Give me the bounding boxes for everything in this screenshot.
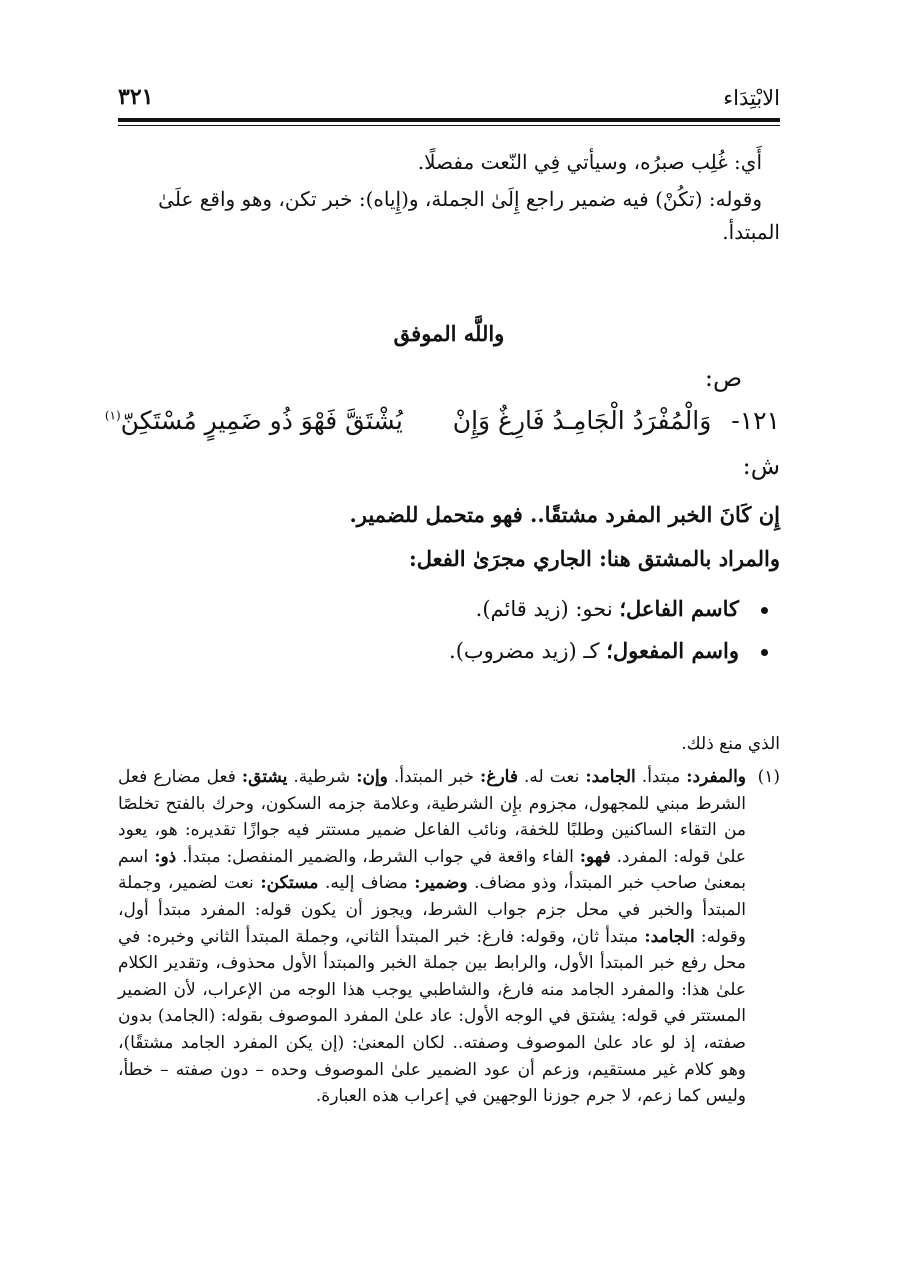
footnote-term: الجامد: (644, 926, 695, 947)
footnote-term: والمفرد: (686, 767, 746, 787)
footnote-term: ذو: (154, 846, 177, 867)
list-item-bold: واسم المفعول؛ (606, 638, 739, 663)
footnote-run: مضاف إليه. (318, 873, 415, 894)
footnote-marker: (١) (757, 767, 780, 787)
footnote-term: فهو: (579, 846, 611, 867)
list-item-bold: كاسم الفاعل؛ (619, 596, 739, 621)
footnote-term: الجامد: (585, 767, 636, 787)
intro-line-1: أَي: غُلِب صبرُه، وسيأتي فِي النّعت مفصلًا. (417, 150, 762, 174)
explanation-line-1: إِن كَانَ الخبر المفرد مشتقًا.. فهو متحمل للضمير. (349, 502, 780, 527)
footnote-term: يشتق: (241, 767, 288, 787)
verse-hemistich-2: يُشْتَقَّ فَهْوَ ذُو ضَمِيرٍ مُسْتَكِنّ (120, 406, 403, 435)
footnote-run: فعل مضارع فعل الشرط مبني للمجهول، مجزوم بإِن الشرطية، وعلامة جزمه السكون، وحرك بالفتح تخلصًا من التقاء الساكنين وطلبًا للخفة، ونائب الفاعل ضمير مستتر فيه جوازًا تقديره: هو، يعود علىٰ قوله: المفرد. (118, 767, 747, 867)
list-item (449, 588, 768, 630)
footnote-run: الفاء واقعة في جواب الشرط، والضمير المنفصل: مبتدأ. (176, 846, 580, 867)
verse-number: ١٢١- (731, 406, 780, 435)
footnote-run: اسم بمعنىٰ صاحب خبر المبتدأ، وذو مضاف. (118, 846, 746, 894)
footnote-reference: (١) (104, 408, 121, 423)
footnote-term: فارغ: (480, 767, 518, 787)
verse-hemistich-1: وَالْمُفْرَدُ الْجَامِـدُ فَارِغٌ وَإِنْ (452, 406, 712, 435)
bullet-icon (761, 607, 768, 614)
intro-paragraph (118, 146, 780, 249)
bullet-icon (761, 649, 768, 656)
list-item-text: كـ (زيد مضروب). (449, 639, 607, 663)
footnote-run: خبر المبتدأ. (387, 767, 481, 787)
footnote (118, 764, 780, 1110)
footnote-term: وإن: (356, 767, 388, 787)
list-item (449, 630, 768, 672)
list-item-text: نحو: (زيد قائم). (475, 597, 620, 621)
text-label-shin: ش: (742, 452, 780, 480)
explanation-line-2: والمراد بالمشتق هنا: الجاري مجرَىٰ الفعل: (408, 546, 780, 571)
footnote-text (118, 764, 780, 1110)
intro-line-3: المبتدأ. (722, 220, 780, 244)
footnote-run: مبتدأ ثان، وقوله: فارغ: خبر المبتدأ الثاني، وجملة المبتدأ الثاني وخبره: في محل رفع خبر المبتدأ الأول، والرابط بين جملة الخبر والمبتدأ الأول محذوف، وتقدير الكلام علىٰ هذا: والمفرد الجامد منه فارغ، والشاطبي يوجب هذا الوجه من الإعراب، لأن الضمير المستتر في قوله: يشتق في الوجه الأول: عاد علىٰ المفرد الموصوف بقوله: (الجامد) بدون صفته، إذ لو عاد علىٰ الموصوف وصفته.. لكان المعنىٰ: (إن يكن المفرد الجامد مشتقًا)، وهو كلام غير مستقيم، وزعم أن عود الضمير علىٰ الموصوف وحده – دون صفته – خطأ، وليس كما زعم، لا جرم جوزنا الوجهين في إعراب هذه العبارة. (118, 926, 746, 1107)
footnote-term: مستكن: (260, 873, 319, 894)
text-label-sad: ص: (704, 364, 742, 392)
footnote-run: شرطية. (287, 767, 357, 787)
footnote-continuation: الذي منع ذلك. (681, 734, 780, 754)
verse-line (105, 406, 780, 435)
intro-line-2: وقوله: (تكُنْ) فيه ضمير راجع إِلَىٰ الجملة، و(إِياه): خبر تكن، وهو واقع علَىٰ (158, 187, 762, 211)
footnote-run: مبتدأ. (635, 767, 687, 787)
examples-list (449, 588, 768, 672)
section-closing-title: واللَّه الموفق (393, 321, 505, 346)
header-rule-thick (118, 118, 780, 122)
footnote-run: نعت لضمير، وجملة المبتدأ والخبر في محل جزم جواب الشرط، ويجوز أن يكون قوله: المفرد مبتدأ أول، وقوله: (118, 873, 746, 947)
running-header-title: الابْتِدَاء (723, 86, 780, 110)
footnote-term: وضمير: (414, 873, 468, 894)
header-rule-thin (118, 125, 780, 126)
page-number: ٣٢١ (118, 84, 154, 110)
footnote-run: نعت له. (517, 767, 586, 787)
